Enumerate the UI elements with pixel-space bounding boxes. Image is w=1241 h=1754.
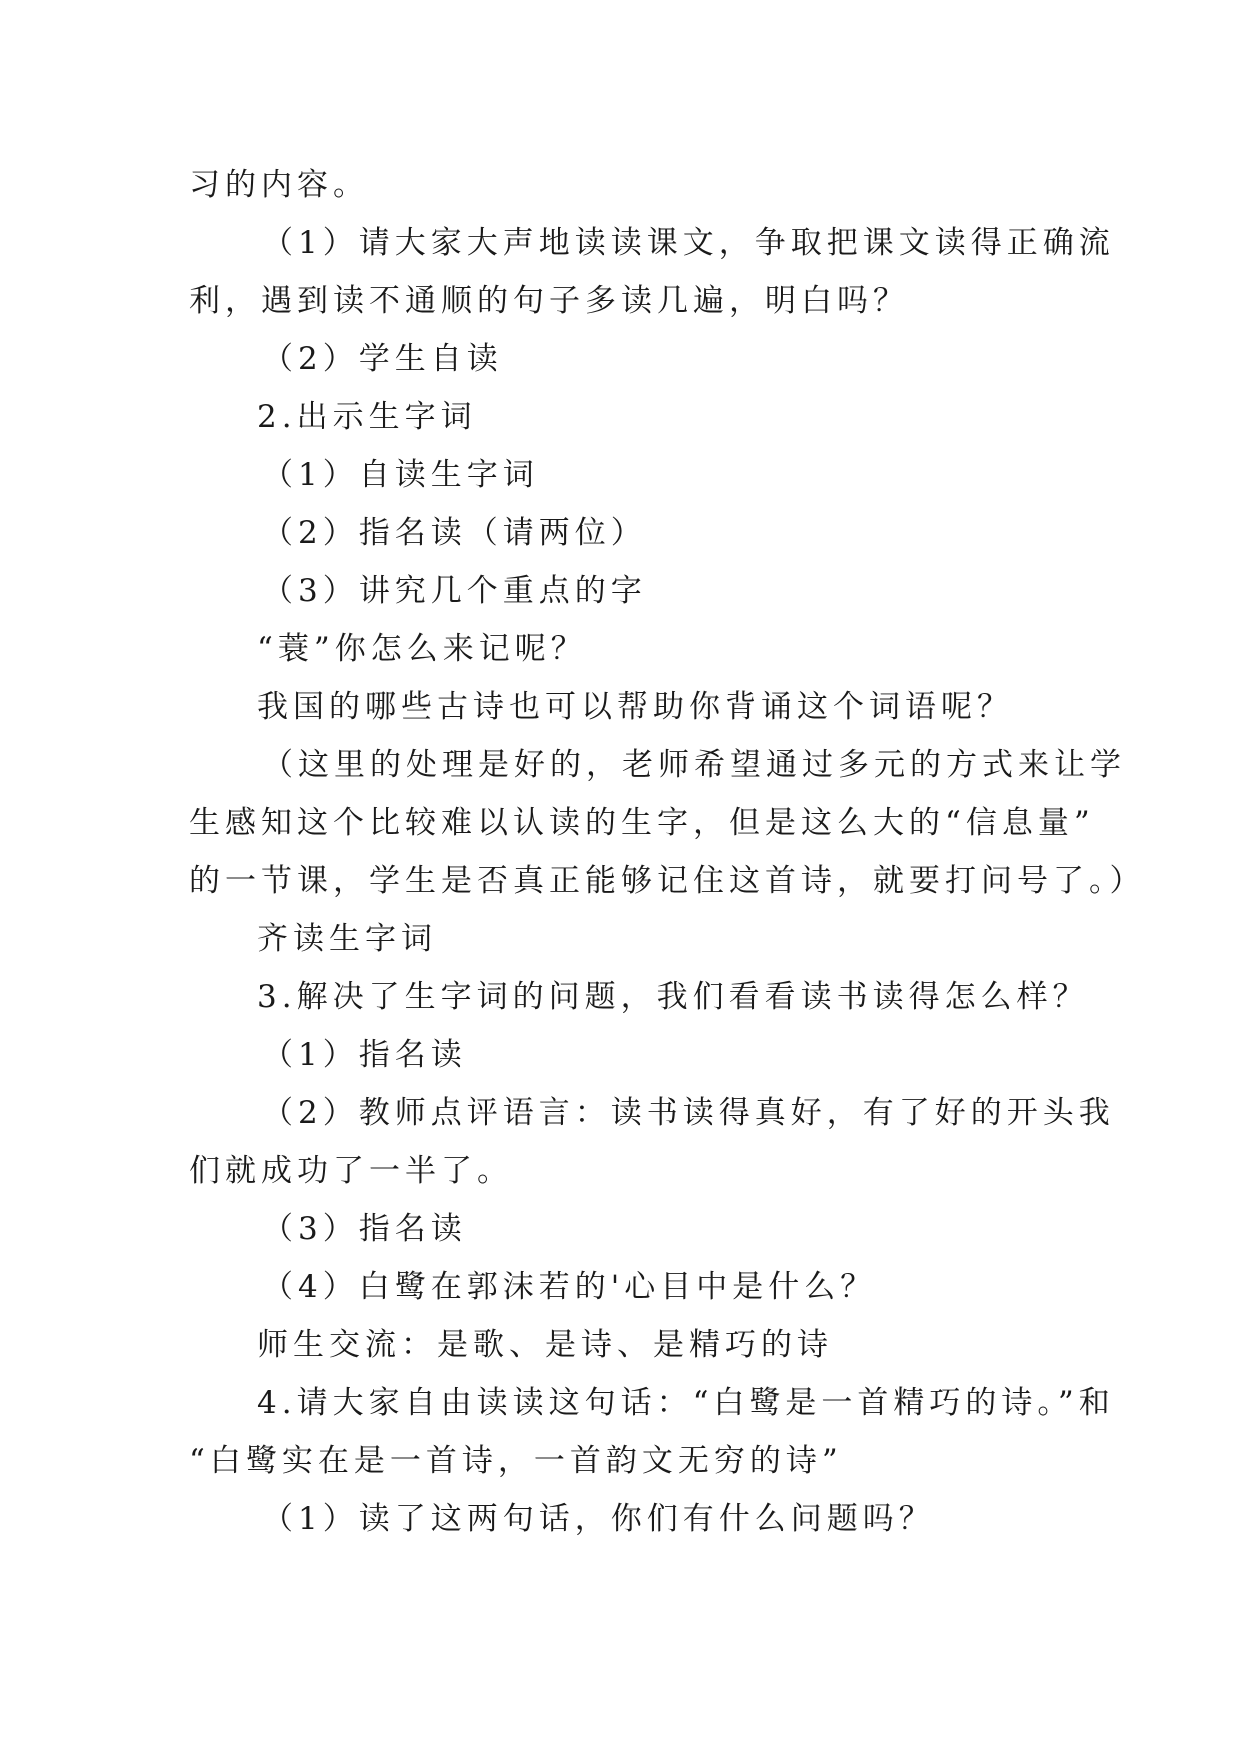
text-line: 生感知这个比较难以认读的生字，但是这么大的“信息量”: [189, 805, 1095, 841]
text-line: 齐读生字词: [257, 921, 437, 957]
text-line: 3.解决了生字词的问题，我们看看读书读得怎么样？: [257, 979, 1089, 1015]
text-line: （1）读了这两句话，你们有什么问题吗？: [262, 1501, 935, 1537]
text-line: （3）指名读: [262, 1211, 467, 1247]
text-line: （1）指名读: [262, 1037, 467, 1073]
text-line: （2）教师点评语言：读书读得真好，有了好的开头我: [262, 1095, 1115, 1131]
text-line: 2.出示生字词: [257, 399, 477, 435]
text-line: （2）学生自读: [262, 341, 503, 377]
text-line: 们就成功了一半了。: [189, 1153, 513, 1189]
text-line: 利，遇到读不通顺的句子多读几遍，明白吗？: [189, 283, 909, 319]
text-line: 我国的哪些古诗也可以帮助你背诵这个词语呢？: [257, 689, 1013, 725]
text-line: 4.请大家自由读读这句话：“白鹭是一首精巧的诗。”和: [257, 1385, 1115, 1421]
text-line: “蓑”你怎么来记呢？: [257, 631, 587, 667]
text-line: 师生交流：是歌、是诗、是精巧的诗: [257, 1327, 833, 1363]
text-line: 习的内容。: [189, 167, 369, 203]
text-line: （3）讲究几个重点的字: [262, 573, 647, 609]
text-line: 的一节课，学生是否真正能够记住这首诗，就要打问号了。）: [189, 863, 1146, 899]
text-line: （1）自读生字词: [262, 457, 539, 493]
text-line: （这里的处理是好的，老师希望通过多元的方式来让学: [262, 747, 1126, 783]
text-line: （1）请大家大声地读读课文，争取把课文读得正确流: [262, 225, 1115, 261]
text-line: （4）白鹭在郭沫若的'心目中是什么？: [262, 1269, 877, 1305]
text-line: “白鹭实在是一首诗，一首韵文无穷的诗”: [189, 1443, 843, 1479]
text-line: （2）指名读（请两位）: [262, 515, 647, 551]
